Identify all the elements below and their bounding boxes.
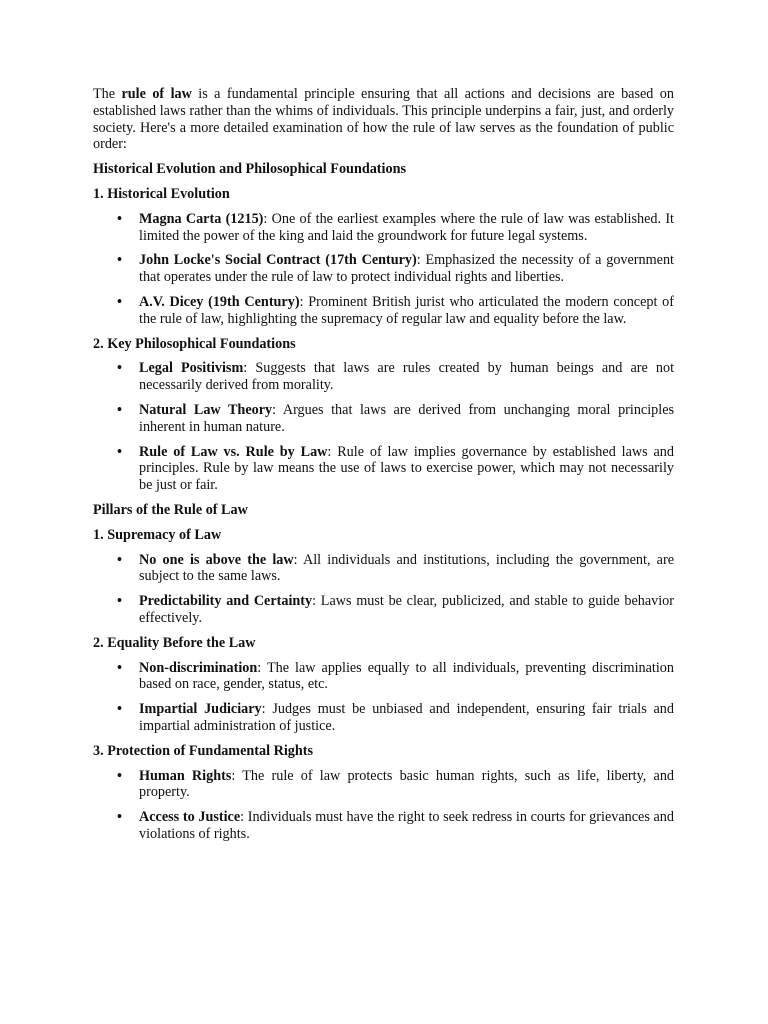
list-item-content (139, 768, 674, 802)
list-item-text: : The law applies equally to all individuals, preventing discrimination based on race, gender, status, etc. (139, 659, 674, 693)
list-item-term: Non-discrimination (139, 659, 258, 676)
bullet-list (93, 768, 674, 843)
list-item-term: Legal Positivism (139, 360, 244, 377)
list-item (93, 252, 674, 286)
bullet-icon: • (117, 551, 122, 568)
list-item-term: Access to Justice (139, 809, 241, 826)
bullet-list (93, 211, 674, 328)
list-item-term: Human Rights (139, 767, 232, 784)
list-item (93, 593, 674, 627)
bullet-icon: • (117, 252, 122, 269)
list-item-text: : Laws must be clear, publicized, and stable to guide behavior effectively. (139, 593, 674, 626)
list-item-text: : The rule of law protects basic human rights, such as life, liberty, and property. (139, 767, 675, 801)
bullet-icon: • (117, 659, 122, 676)
bullet-list (93, 552, 674, 627)
list-item-term: Magna Carta (1215) (139, 210, 264, 227)
list-item (93, 211, 674, 245)
list-item (93, 809, 674, 843)
intro-paragraph (93, 86, 674, 153)
list-item-content (139, 444, 674, 494)
list-item-text: : Emphasized the necessity of a government that operates under the rule of law to protect individual rights and liberties. (139, 252, 674, 286)
list-item-content (139, 593, 674, 627)
subsection-heading: 3. Protection of Fundamental Rights (93, 742, 314, 759)
list-item-text: : Individuals must have the right to seek redress in courts for grievances and violations of rights. (139, 809, 674, 842)
list-item-content (139, 402, 674, 436)
list-item-text: : Argues that laws are derived from unchanging moral principles inherent in human nature. (139, 401, 675, 435)
bullet-icon: • (117, 767, 122, 784)
list-item-content (139, 211, 674, 245)
subsection-heading: 2. Key Philosophical Foundations (93, 335, 296, 352)
bullet-icon: • (117, 701, 122, 718)
list-item (93, 294, 674, 328)
bullet-icon: • (117, 401, 122, 418)
list-item (93, 444, 674, 494)
intro-bold-term: rule of law (121, 86, 192, 102)
bullet-icon: • (117, 443, 122, 460)
intro-text-before: The (93, 86, 122, 102)
list-item (93, 768, 674, 802)
list-item-content (139, 701, 674, 735)
bullet-icon: • (117, 809, 122, 826)
list-item-text: : Rule of law implies governance by established laws and principles. Rule by law means the use of laws to exercise power, which may not necessarily be just or fair. (139, 443, 674, 494)
list-item-content (139, 660, 674, 694)
list-item-text: : Judges must be unbiased and independent, ensuring fair trials and impartial administration of justice. (139, 701, 674, 734)
list-item-content (139, 552, 674, 586)
list-item-term: No one is above the law (139, 551, 294, 568)
subsection-heading: 1. Supremacy of Law (93, 526, 222, 543)
list-item (93, 552, 674, 586)
list-item-text: : Suggests that laws are rules created by human beings and are not necessarily derived from morality. (139, 360, 675, 394)
bullet-list (93, 360, 674, 494)
bullet-icon: • (117, 210, 122, 227)
bullet-icon: • (117, 360, 122, 377)
list-item-term: Impartial Judiciary (139, 701, 262, 718)
bullet-list (93, 660, 674, 735)
list-item-content (139, 360, 674, 394)
list-item-text: : All individuals and institutions, including the government, are subject to the same laws. (139, 551, 675, 585)
list-item-term: Predictability and Certainty (139, 593, 313, 610)
intro-text-after: is a fundamental principle ensuring that all actions and decisions are based on established laws rather than the whims of individuals. This principle underpins a fair, just, and orderly society. Here's a more detailed examination of how the rule of law serves as the foundation of public order: (93, 86, 674, 153)
list-item-term: John Locke's Social Contract (17th Century) (139, 252, 417, 269)
subsection-heading: 1. Historical Evolution (93, 185, 230, 202)
list-item (93, 402, 674, 436)
list-item-content (139, 809, 674, 843)
list-item-term: Rule of Law vs. Rule by Law (139, 443, 328, 460)
list-item (93, 360, 674, 394)
list-item-text: : One of the earliest examples where the rule of law was established. It limited the power of the king and laid the groundwork for future legal systems. (139, 210, 674, 244)
list-item-content (139, 252, 674, 286)
list-item-text: : Prominent British jurist who articulated the modern concept of the rule of law, highlighting the supremacy of regular law and equality before the law. (139, 293, 674, 327)
bullet-icon: • (117, 593, 122, 610)
section-heading: Historical Evolution and Philosophical Foundations (93, 161, 406, 178)
list-item (93, 701, 674, 735)
list-item-term: A.V. Dicey (19th Century) (139, 293, 300, 310)
document-page (93, 86, 674, 851)
list-item-content (139, 294, 674, 328)
list-item (93, 660, 674, 694)
section-heading: Pillars of the Rule of Law (93, 501, 248, 518)
bullet-icon: • (117, 293, 122, 310)
list-item-term: Natural Law Theory (139, 401, 273, 418)
subsection-heading: 2. Equality Before the Law (93, 634, 256, 651)
